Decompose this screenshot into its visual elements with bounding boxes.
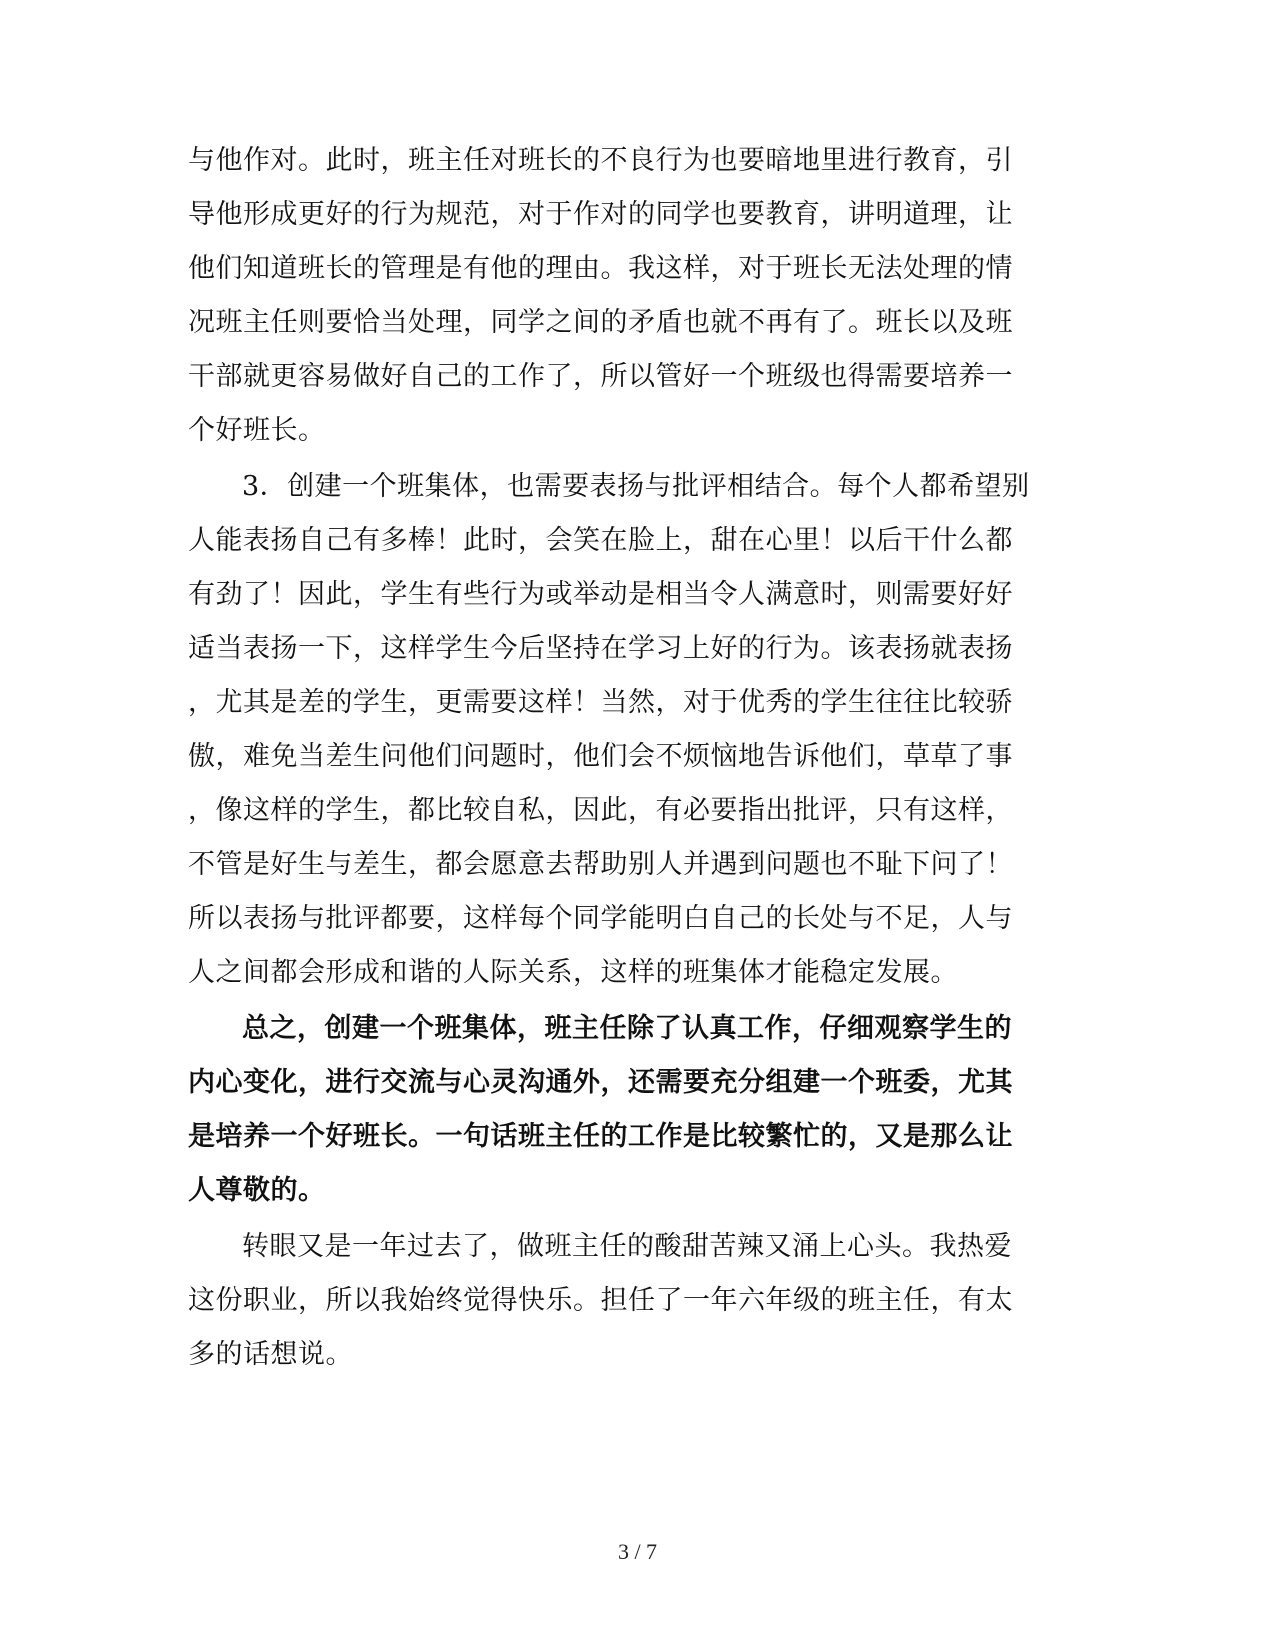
paragraph-1-line-4: 况班主任则要恰当处理，同学之间的矛盾也就不再有了。班长以及班 [188, 307, 1013, 338]
paragraph-1-line-2: 导他形成更好的行为规范，对于作对的同学也要教育，讲明道理，让 [188, 199, 1013, 230]
paragraph-4-line-3: 多的话想说。 [188, 1339, 353, 1370]
paragraph-3-line-3: 是培养一个好班长。一句话班主任的工作是比较繁忙的，又是那么让 [188, 1121, 1013, 1152]
paragraph-3-line-1: 总之，创建一个班集体，班主任除了认真工作，仔细观察学生的 [242, 1013, 1012, 1044]
paragraph-2-line-3: 有劲了！因此，学生有些行为或举动是相当令人满意时，则需要好好 [188, 579, 1013, 610]
paragraph-2-line-6: 傲，难免当差生问他们问题时，他们会不烦恼地告诉他们，草草了事 [188, 741, 1013, 772]
paragraph-2-line-2: 人能表扬自己有多棒！此时，会笑在脸上，甜在心里！以后干什么都 [188, 525, 1013, 556]
paragraph-3-line-2: 内心变化，进行交流与心灵沟通外，还需要充分组建一个班委，尤其 [188, 1067, 1013, 1098]
paragraph-1-line-5: 干部就更容易做好自己的工作了，所以管好一个班级也得需要培养一 [188, 361, 1013, 392]
page-number: 3 / 7 [617, 1539, 658, 1564]
paragraph-4-line-2: 这份职业，所以我始终觉得快乐。担任了一年六年级的班主任，有太 [188, 1285, 1013, 1316]
paragraph-4-line-1: 转眼又是一年过去了，做班主任的酸甜苦辣又涌上心头。我热爱 [242, 1231, 1012, 1262]
paragraph-2-line-7: ，像这样的学生，都比较自私，因此，有必要指出批评，只有这样， [188, 795, 1013, 826]
paragraph-1-line-3: 他们知道班长的管理是有他的理由。我这样，对于班长无法处理的情 [188, 253, 1013, 284]
paragraph-2-line-9: 所以表扬与批评都要，这样每个同学能明白自己的长处与不足，人与 [188, 903, 1013, 934]
paragraph-3-line-4: 人尊敬的。 [188, 1175, 326, 1206]
paragraph-2-line-1: 3．创建一个班集体，也需要表扬与批评相结合。每个人都希望别 [242, 471, 1030, 502]
paragraph-2-line-8: 不管是好生与差生，都会愿意去帮助别人并遇到问题也不耻下问了！ [188, 849, 1013, 880]
paragraph-2-line-4: 适当表扬一下，这样学生今后坚持在学习上好的行为。该表扬就表扬 [188, 633, 1013, 664]
paragraph-2-line-5: ，尤其是差的学生，更需要这样！当然，对于优秀的学生往往比较骄 [188, 687, 1013, 718]
paragraph-2-line-10: 人之间都会形成和谐的人际关系，这样的班集体才能稳定发展。 [188, 957, 958, 988]
paragraph-1-line-6: 个好班长。 [188, 415, 326, 446]
paragraph-1-line-1: 与他作对。此时，班主任对班长的不良行为也要暗地里进行教育，引 [188, 145, 1013, 176]
